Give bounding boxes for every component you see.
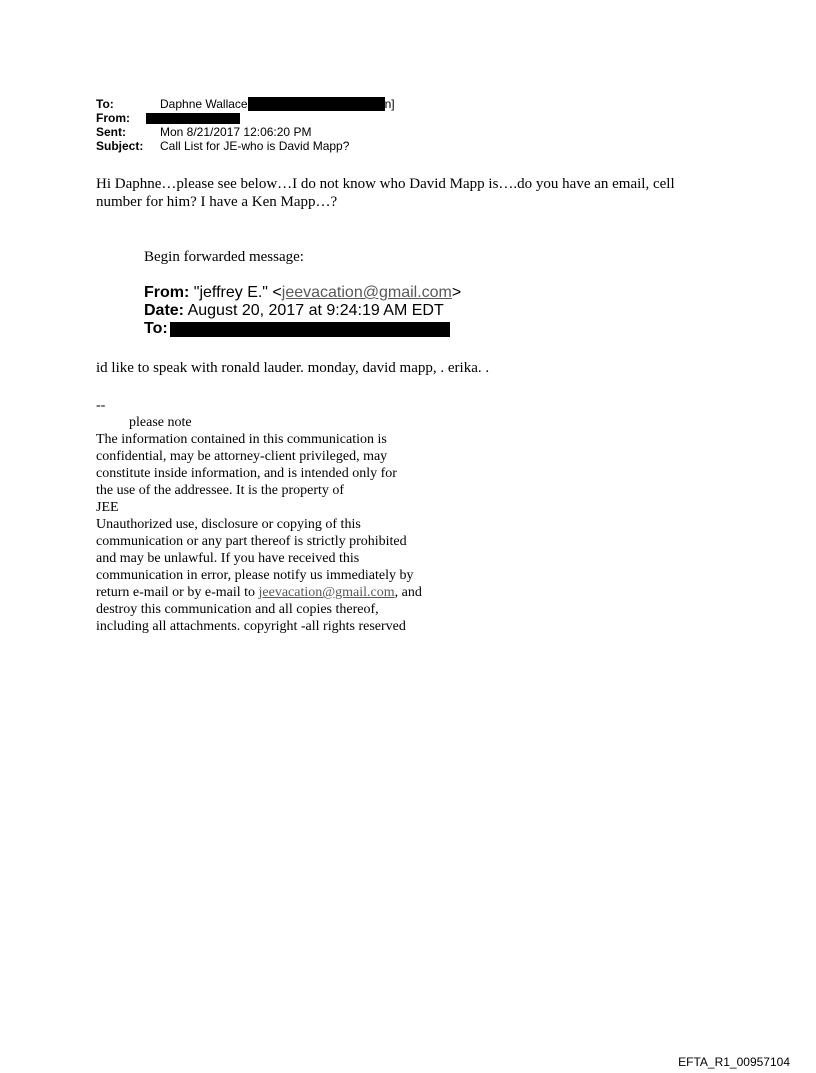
redaction-bar <box>146 113 240 124</box>
to-label: To: <box>96 97 114 111</box>
to-tail: n] <box>384 97 395 111</box>
signature-dashes: -- <box>96 398 106 413</box>
subject-label: Subject: <box>96 139 144 153</box>
disclaimer-line: the use of the addressee. It is the property of <box>96 483 345 498</box>
message-line: number for him? I have a Ken Mapp…? <box>96 194 338 210</box>
forwarded-date-row <box>144 302 461 320</box>
forwarded-from-name: "jeffrey E." < <box>193 284 282 301</box>
redaction-bar <box>170 322 450 337</box>
sent-value: Mon 8/21/2017 12:06:20 PM <box>160 125 312 139</box>
forwarded-from-row <box>144 284 461 302</box>
disclaimer-line: communication or any part thereof is strictly prohibited <box>96 534 407 549</box>
sent-label: Sent: <box>96 125 126 139</box>
disclaimer-line: constitute inside information, and is intended only for <box>96 466 397 481</box>
disclaimer-line: Unauthorized use, disclosure or copying of this <box>96 517 361 532</box>
signature-block <box>96 397 422 635</box>
from-label: From: <box>96 111 130 125</box>
message-body <box>96 175 675 211</box>
to-name: Daphne Wallace <box>160 97 248 111</box>
forwarded-date-label: Date: <box>144 302 185 319</box>
forwarded-from-email-link[interactable]: jeevacation@gmail.com <box>281 284 452 301</box>
disclaimer-line: The information contained in this communication is <box>96 432 387 447</box>
forwarded-from-close: > <box>451 284 462 301</box>
disclaimer-line: JEE <box>96 500 119 515</box>
forwarded-to-label: To: <box>144 320 168 337</box>
forwarded-header <box>144 284 461 338</box>
return-prefix: return e-mail or by e-mail to <box>96 585 259 600</box>
disclaimer-line: confidential, may be attorney-client privileged, may <box>96 449 388 464</box>
message-line: Hi Daphne…please see below…I do not know who David Mapp is….do you have an email, cell <box>96 176 675 192</box>
forwarded-to-row <box>144 320 461 338</box>
return-email-link[interactable]: jeevacation@gmail.com <box>258 585 395 600</box>
disclaimer-line: communication in error, please notify us immediately by <box>96 568 414 583</box>
disclaimer-line: including all attachments. copyright -all rights reserved <box>96 619 406 634</box>
forwarded-intro: Begin forwarded message: <box>144 249 304 265</box>
document-id: EFTA_R1_00957104 <box>678 1055 790 1069</box>
forwarded-date-value: August 20, 2017 at 9:24:19 AM EDT <box>187 302 444 319</box>
to-value <box>160 97 395 111</box>
forwarded-body: id like to speak with ronald lauder. monday, david mapp, . erika. . <box>96 360 490 376</box>
forwarded-from-label: From: <box>144 284 190 301</box>
disclaimer-line: destroy this communication and all copies thereof, <box>96 602 379 617</box>
disclaimer-line <box>96 584 422 601</box>
redaction-bar <box>248 97 385 111</box>
subject-value: Call List for JE-who is David Mapp? <box>160 139 350 153</box>
return-suffix: , and <box>394 585 422 600</box>
disclaimer-line: and may be unlawful. If you have received this <box>96 551 360 566</box>
please-note: please note <box>129 415 192 430</box>
